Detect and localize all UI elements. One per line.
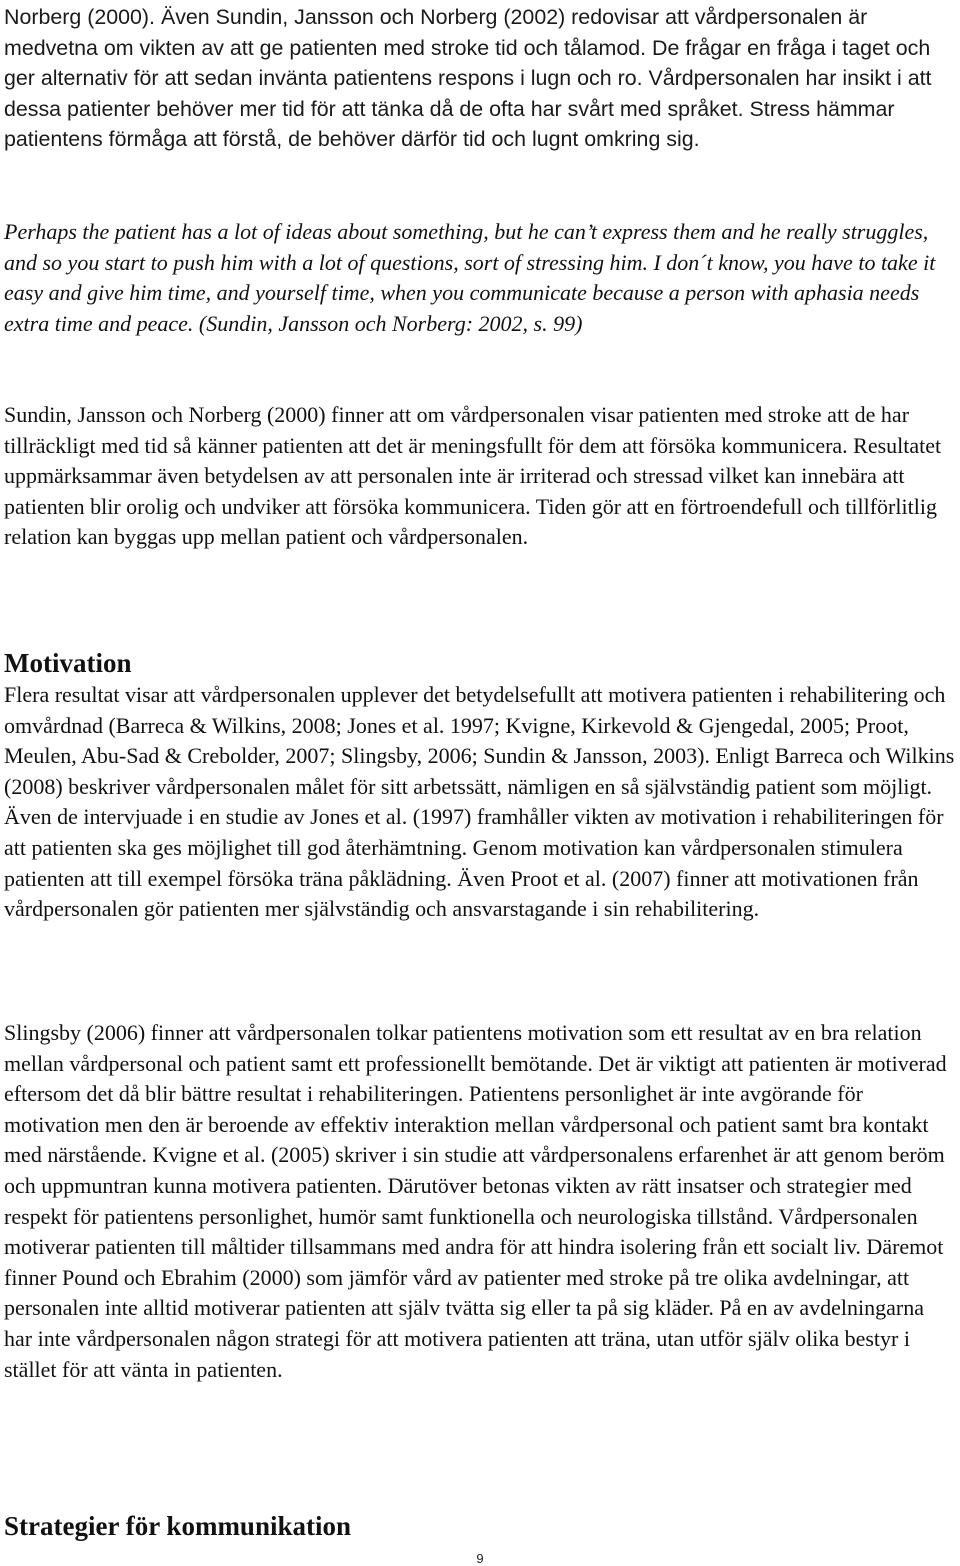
section-heading-strategier: Strategier för kommunikation xyxy=(4,1511,351,1541)
section-heading-motivation: Motivation xyxy=(4,648,132,678)
paragraph-communication-time: Norberg (2000). Även Sundin, Jansson och Norberg (2002) redovisar att vårdpersonalen är medvetna om vikten av att ge patienten med stroke tid och tålamod. De frågar en fråga i taget och ger alternativ för att sedan invänta patientens respons i lugn och ro. Vårdpersonalen har insikt i att dessa patienter behöver mer tid för att tänka då de ofta har svårt med språket. Stress hämmar patientens förmåga att förstå, de behöver därför tid och lugnt omkring sig. xyxy=(4,5,932,151)
paragraph-slingsby-findings: Slingsby (2006) finner att vårdpersonalen tolkar patientens motivation som ett resultat av en bra relation mellan vårdpersonal och patient samt ett professionellt bemötande. Det är viktigt att patienten är motiverad eftersom det då blir bättre resultat i rehabiliteringen. Patientens personlighet är inte avgörande för motivation men den är beroende av effektiv interaktion mellan vårdpersonal och patient samt bra kontakt med närstående. Kvigne et al. (2005) skriver i sin studie att vårdpersonalens erfarenhet är att genom beröm och uppmuntran kunna motivera patienten. Därutöver betonas vikten av rätt insatser och strategier med respekt för patientens personlighet, humör samt funktionella och neurologiska tillstånd. Vårdpersonalen motiverar patienten till måltider tillsammans med andra för att hindra isolering från ett socialt liv. Däremot finner Pound och Ebrahim (2000) som jämför vård av patienter med stroke på tre olika avdelningar, att personalen inte alltid motiverar patienten att själv tvätta sig eller ta på sig kläder. På en av avdelningarna har inte vårdpersonalen någon strategi för att motivera patienten att träna, utan utför själv olika bestyr i stället för att vänta in patienten. xyxy=(4,1020,947,1382)
block-quote: Perhaps the patient has a lot of ideas about something, but he can’t express them and he really struggles, and so you start to push him with a lot of questions, sort of stressing him. I don´t know, you have to take it easy and give him time, and yourself time, when you communicate because a person with aphasia needs extra time and peace. (Sundin, Jansson och Norberg: 2002, s. 99) xyxy=(4,219,936,336)
page-number: 9 xyxy=(476,1551,484,1566)
paragraph-motivation-results: Flera resultat visar att vårdpersonalen upplever det betydelsefullt att motivera patienten i rehabilitering och omvårdnad (Barreca & Wilkins, 2008; Jones et al. 1997; Kvigne, Kirkevold & Gjengedal, 2005; Proot, Meulen, Abu-Sad & Crebolder, 2007; Slingsby, 2006; Sundin & Jansson, 2003). Enligt Barreca och Wilkins (2008) beskriver vårdpersonalen målet för sitt arbetssätt, nämligen en så självständig patient som möjligt. Även de intervjuade i en studie av Jones et al. (1997) framhåller vikten av motivation i rehabiliteringen för att patienten ska ges möjlighet till god återhämtning. Genom motivation kan vårdpersonalen stimulera patienten att till exempel försöka träna påklädning. Även Proot et al. (2007) finner att motivationen från vårdpersonalen gör patienten mer självständig och ansvarstagande i sin rehabilitering. xyxy=(4,682,955,922)
paragraph-sundin-findings: Sundin, Jansson och Norberg (2000) finner att om vårdpersonalen visar patienten med stroke att de har tillräckligt med tid så känner patienten att det är meningsfullt för dem att försöka kommunicera. Resultatet uppmärksammar även betydelsen av att personalen inte är irriterad och stressad vilket kan innebära att patienten blir orolig och undviker att försöka kommunicera. Tiden gör att en förtroendefull och tillförlitlig relation kan byggas upp mellan patient och vårdpersonalen. xyxy=(4,402,942,550)
